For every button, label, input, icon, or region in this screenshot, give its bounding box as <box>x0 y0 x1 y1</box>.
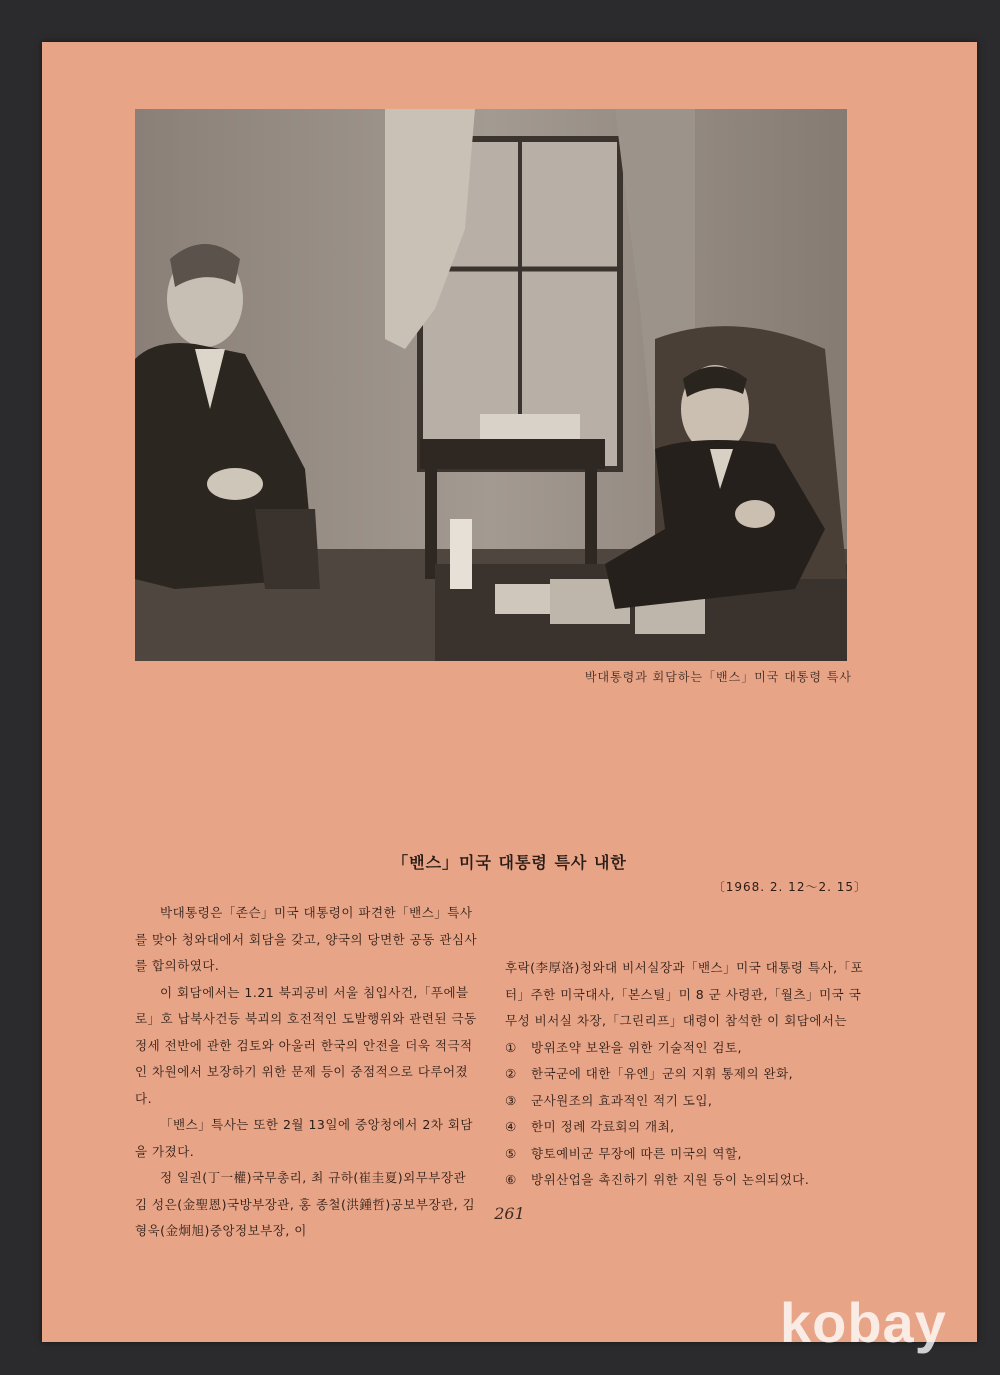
article-date: 〔1968. 2. 12〜2. 15〕 <box>712 880 867 894</box>
article-title: 「밴스」미국 대통령 특사 내한 <box>392 853 627 872</box>
list-item-text: 군사원조의 효과적인 적기 도입, <box>531 1092 713 1108</box>
photo-caption: 박대통령과 회담하는「밴스」미국 대통령 특사 <box>584 670 852 684</box>
list-item-number: ⑤ <box>505 1145 517 1161</box>
meeting-photo <box>135 109 847 661</box>
article-right-column <box>505 955 867 1194</box>
list-item <box>505 1141 867 1168</box>
list-item <box>505 1088 867 1115</box>
page-number: 261 <box>494 1204 525 1223</box>
list-item <box>505 1114 867 1141</box>
list-item-number: ① <box>505 1039 517 1055</box>
paragraph: 박대통령은「존슨」미국 대통령이 파견한「밴스」특사를 맞아 청와대에서 회담을 갖고, 양국의 당면한 공동 관심사를 합의하였다. <box>135 905 478 973</box>
article-left-column <box>135 900 483 1245</box>
list-item-number: ③ <box>505 1092 517 1108</box>
list-item <box>505 1035 867 1062</box>
watermark-logo: kobay <box>780 1291 947 1354</box>
paragraph: 「밴스」특사는 또한 2월 13일에 중앙청에서 2차 회담을 가졌다. <box>135 1117 474 1159</box>
list-item-text: 방위산업을 촉진하기 위한 지원 등이 논의되었다. <box>531 1172 810 1187</box>
list-item-text: 향토예비군 무장에 따른 미국의 역할, <box>531 1145 742 1161</box>
list-item-text: 한국군에 대한「유엔」군의 지휘 통제의 완화, <box>531 1066 794 1081</box>
list-item-text: 방위조약 보완을 위한 기술적인 검토, <box>531 1039 742 1055</box>
meeting-photo-illustration <box>135 109 847 661</box>
document-page <box>42 42 977 1342</box>
paragraph: 이 회담에서는 1.21 북괴공비 서울 침입사건,「푸에블로」호 납북사건등 북괴의 호전적인 도발행위와 관련된 극동정세 전반에 관한 검토와 아울러 한국의 안전을 더욱 적극적인 차원에서 보장하기 위한 문제 등이 중점적으로 다루어졌다. <box>135 984 477 1106</box>
list-item-text: 한미 정례 각료회의 개최, <box>531 1119 675 1134</box>
list-item-number: ④ <box>505 1119 517 1134</box>
paragraph: 정 일권(丁一權)국무총리, 최 규하(崔圭夏)외무부장관 김 성은(金聖恩)국방부장관, 홍 종철(洪鍾哲)공보부장관, 김 형욱(金炯旭)중앙정보부장, 이 <box>135 1170 476 1238</box>
list-item <box>505 1061 867 1088</box>
list-item-number: ② <box>505 1066 517 1081</box>
list-item <box>505 1167 867 1194</box>
paragraph: 후락(李厚洛)청와대 비서실장과「밴스」미국 대통령 특사,「포터」주한 미국대사,「본스틸」미 8 군 사령관,「월츠」미국 국무성 비서실 차장,「그린리프」대령이 참석한 이 회담에서는 <box>505 960 864 1028</box>
list-item-number: ⑥ <box>505 1172 517 1187</box>
